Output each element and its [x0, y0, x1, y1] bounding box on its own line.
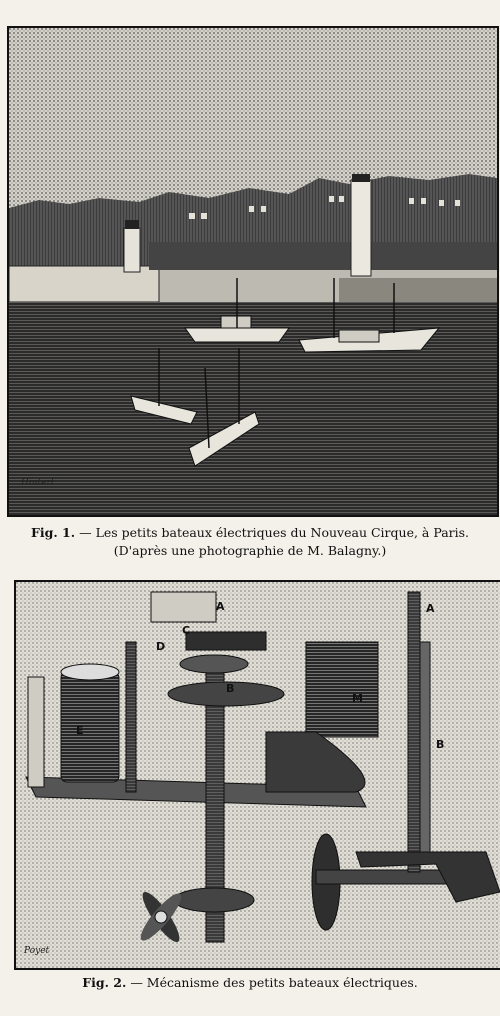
small-lighthouse [124, 228, 140, 272]
gear-b [180, 655, 248, 673]
figure-1-number: Fig. 1. [30, 525, 76, 540]
label-c: C [182, 624, 191, 637]
motor-m [306, 642, 378, 737]
rudder-shaft-a [408, 592, 420, 872]
label-b-mid: B [226, 682, 235, 695]
figure-2-caption [0, 974, 500, 992]
label-m: M [352, 692, 363, 705]
figure-1-caption-text: — Les petits bateaux électriques du Nouveau Cirque, à Paris. [79, 525, 470, 540]
engraver-signature: Poyet [24, 946, 50, 956]
label-d: D [156, 640, 166, 653]
top-bracket [186, 632, 266, 650]
label-a-right: A [426, 602, 435, 615]
left-post [28, 677, 44, 787]
commutator-c [151, 592, 216, 622]
tall-lighthouse [351, 180, 371, 276]
label-e: E [76, 724, 84, 737]
figure-2-number: Fig. 2. [82, 975, 127, 990]
spring-column [126, 642, 136, 792]
figure-2-caption-text: — Mécanisme des petits bateaux électriques. [130, 975, 418, 990]
coil-e [61, 672, 119, 782]
figure-1-caption [0, 524, 500, 560]
figure-1-engraving [7, 26, 499, 517]
bottom-gear [174, 888, 254, 912]
harbour-scene-illustration [9, 28, 497, 515]
figure-1-caption-credit: (D'après une photographie de M. Balagny.) [113, 543, 387, 558]
rudder-tube-b [420, 642, 430, 852]
figure-2-engraving [14, 580, 500, 970]
mechanism-illustration [16, 582, 500, 968]
quay-wall [149, 242, 497, 270]
label-b-right: B [436, 738, 445, 751]
label-a-top: A [216, 600, 225, 613]
artist-signature: Hinterl [21, 478, 54, 488]
